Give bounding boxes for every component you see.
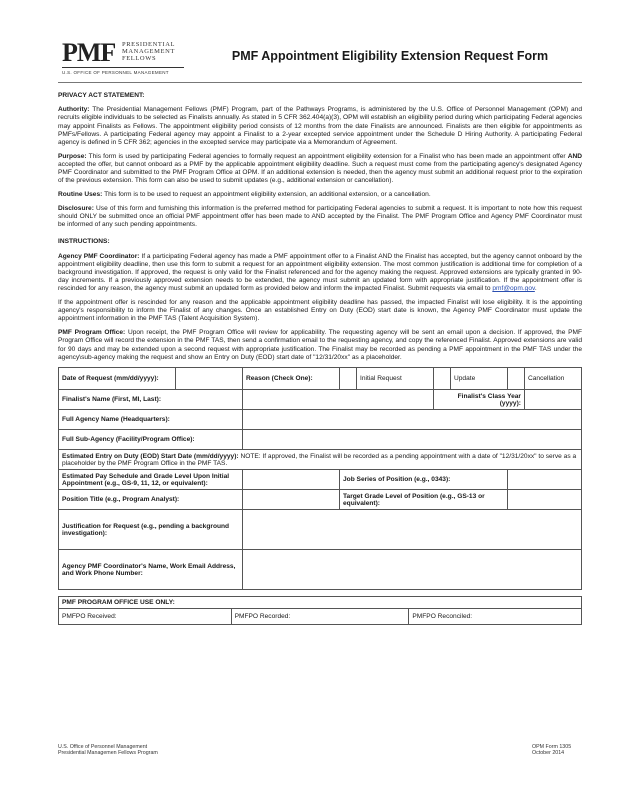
cancellation-option: Cancellation [525,368,582,390]
reason-label: Reason (Check One): [243,368,340,390]
eod-cell[interactable] [59,450,582,470]
coordinator-text: If a participating Federal agency has made a PMF appointment offer to a Finalist AND the Finalist has accepted, but the agency cannot onboard by the appointment eligibility deadline, then use this form to submit a request for an appointment eligibility extension. The most common justification is additional time for completion of a background investigation. If approved, the request is only valid for the Finalist referenced and for the agency making the request. Approved extensions are typically granted in 90-day increments. If a previously approved extension needs to be extended, the agency must submit an updated form with appropriate justification. If the appointment offer is rescinded for any reason, the agency must submit an updated form as provided below and inform the impacted Finalist. Submit requests via email to [58,252,582,293]
footer-left-line2: Presidential Managemen Fellows Program [58,750,158,757]
purpose-label: Purpose: [58,152,87,160]
program-office-label: PMF Program Office: [58,329,126,337]
position-title-label: Position Title (e.g., Program Analyst): [59,490,243,510]
disclosure-paragraph [58,205,582,230]
position-title-field[interactable] [243,490,340,510]
justification-field[interactable] [243,510,582,550]
pmf-logo [58,34,186,78]
date-label: Date of Request (mm/dd/yyyy): [59,368,176,390]
agency-field[interactable] [243,410,582,430]
cancellation-checkbox[interactable] [508,368,525,390]
date-field[interactable] [176,368,243,390]
purpose-paragraph [58,153,582,186]
coordinator-contact-label: Agency PMF Coordinator's Name, Work Email Address, and Work Phone Number: [59,550,243,590]
office-use-heading: PMF PROGRAM OFFICE USE ONLY: [59,597,582,609]
justification-label: Justification for Request (e.g., pending a background investigation): [59,510,243,550]
update-option: Update [451,368,508,390]
form-row-coordinator [59,550,582,590]
form-row-agency [59,410,582,430]
logo-wordmark: PRESIDENTIAL MANAGEMENT FELLOWS [122,41,176,62]
job-series-field[interactable] [508,470,582,490]
disclosure-label: Disclosure: [58,204,94,212]
coordinator-contact-field[interactable] [243,550,582,590]
pmfpo-reconciled-label: PMFPO Reconciled: [412,613,473,621]
request-form-table [58,367,582,590]
eod-note: NOTE: If approved, the Finalist will be recorded as a pending appointment with a date of "12/31/20xx" to serve as a placeholder by the PMF Program Office in the PMF TAS. [62,452,577,467]
coordinator-paragraph [58,253,582,294]
form-row-name [59,390,582,410]
pmfpo-received-label: PMFPO Received: [62,613,117,621]
form-date: October 2014 [532,750,565,757]
purpose-text-1: This form is used by participating Federal agencies to formally request an appointment eligibility extension for a Finalist who has been made an appointment offer [88,152,566,160]
update-checkbox[interactable] [434,368,451,390]
page-footer [58,744,582,757]
form-body [58,92,582,362]
routine-uses-label: Routine Uses: [58,191,103,199]
pmfpo-recorded-field[interactable] [231,609,409,625]
instructions-heading: INSTRUCTIONS: [58,238,110,246]
disclosure-text: Use of this form and furnishing this information is the preferred method for participating Federal agencies to submit a request. It is important to note how this request should ONLY be submitted once an official PMF appointment offer has been made to AND accepted by the Finalist. The PMF Program Office and Agency PMF Coordinator must be informed of any such pending appointments. [58,204,582,229]
eod-label: Estimated Entry on Duty (EOD) Start Date (mm/dd/yyyy): [62,452,239,460]
logo-letters: PMF [62,38,116,67]
coordinator-label: Agency PMF Coordinator: [58,252,140,260]
logo-subtitle: U.S. OFFICE OF PERSONNEL MANAGEMENT [62,70,169,75]
pmfpo-reconciled-field[interactable] [409,609,582,625]
form-number: OPM Form 1305 [532,744,572,750]
authority-label: Authority: [58,106,90,114]
footer-left-line1: U.S. Office of Personnel Management [58,744,148,750]
finalist-name-label: Finalist's Name (First, MI, Last): [59,390,243,410]
job-series-label: Job Series of Position (e.g., 0343): [340,470,508,490]
form-row-justification [59,510,582,550]
subagency-label: Full Sub-Agency (Facility/Program Office): [59,430,243,450]
class-year-label: Finalist's Class Year (yyyy): [434,390,525,410]
finalist-name-field[interactable] [243,390,434,410]
program-office-text: Upon receipt, the PMF Program Office will review for applicability. The requesting agency will be sent an email upon a decision. If approved, the PMF Program Office will record the extension in the PMF TAS, then send a confirmation email to the requesting agency, and copy the referenced Finalist. Approved extensions are valid for 90 days and may be extended upon a second request with appropriate justification. The Finalist may be recorded as pending a PMF appointment in the PMF TAS under the agency\sub-agency making the request and show an Entry on Duty (EOD) start date of "12/31/20xx" as a placeholder. [58,329,582,361]
rescind-paragraph [58,299,582,324]
form-row-title [59,490,582,510]
target-grade-field[interactable] [508,490,582,510]
pay-grade-field[interactable] [243,470,340,490]
initial-option: Initial Request [357,368,434,390]
office-use-row [59,609,582,625]
form-page [58,30,582,625]
logo-rule [62,67,184,68]
pmfpo-received-field[interactable] [59,609,232,625]
authority-text: The Presidential Management Fellows (PMF) Program, part of the Pathways Programs, is administered by the U.S. Office of Personnel Management (OPM) and recruits eligible individuals to be selected as Finalists annually. As stated in 5 CFR 362.404(a)(3), OPM will establish an eligibility period during which participating Federal agencies may appoint Finalists as Fellows. The appointment eligibility period consists of 12 months from the date Finalists are announced. Finalists are then eligible for appointments as PMFs/Fellows. A participating Federal agency may appoint a Finalist to a 2-year excepted service appointment under the Schedule D Hiring Authority. A participating Federal agency is defined in 5 CFR 362; agencies in the excepted service may participate via a Memorandum of Agreement. [58,106,583,147]
program-office-paragraph [58,329,582,362]
form-row-subagency [59,430,582,450]
rescind-text: If the appointment offer is rescinded for any reason and the applicable appointment eligibility deadline has passed, the impacted Finalist will lose eligibility. It is the appointing agency's responsibility to inform the Finalist of any changes. Once an established Entry on Duty (EOD) start date is known, the Agency PMF Coordinator must update the appointment information in the PMF TAS (Talent Acquisition System). [58,299,582,323]
purpose-and: AND [567,152,582,160]
privacy-heading: PRIVACY ACT STATEMENT: [58,92,145,99]
target-grade-label: Target Grade Level of Position (e.g., GS-13 or equivalent): [340,490,508,510]
routine-uses-text: This form is to be used to request an appointment eligibility extension, an additional extension, or a cancellation. [104,191,431,199]
footer-right [532,744,571,757]
initial-checkbox[interactable] [340,368,357,390]
office-use-table [58,596,582,625]
pmfpo-recorded-label: PMFPO Recorded: [234,613,291,621]
routine-uses-paragraph [58,191,582,199]
email-link[interactable]: pmf@opm.gov [492,285,535,293]
subagency-field[interactable] [243,430,582,450]
pay-grade-label: Estimated Pay Schedule and Grade Level Upon Initial Appointment (e.g., GS-9, 11, 12, or equivalent): [59,470,243,490]
coordinator-end: . [534,285,537,293]
office-use-heading-row [59,597,582,609]
class-year-field[interactable] [525,390,582,410]
form-title: PMF Appointment Eligibility Extension Request Form [231,49,549,63]
form-row-pay [59,470,582,490]
form-row-eod[interactable] [59,450,582,470]
authority-paragraph [58,106,582,147]
purpose-text-2: accepted the offer, but cannot onboard as a PMF by the applicable appointment eligibility deadline. Such a request must come from the participating agency's designated Agency PMF Coordinator and submitted to the PMF Program Office at OPM. If an additional extension is needed, then the agency must submit an additional request prior to the expiration of the previous extension. This form can also be used to submit updates (e.g., additional extension or cancellation). [58,160,582,185]
agency-label: Full Agency Name (Headquarters): [59,410,243,430]
form-header [58,30,582,83]
form-row-date [59,368,582,390]
